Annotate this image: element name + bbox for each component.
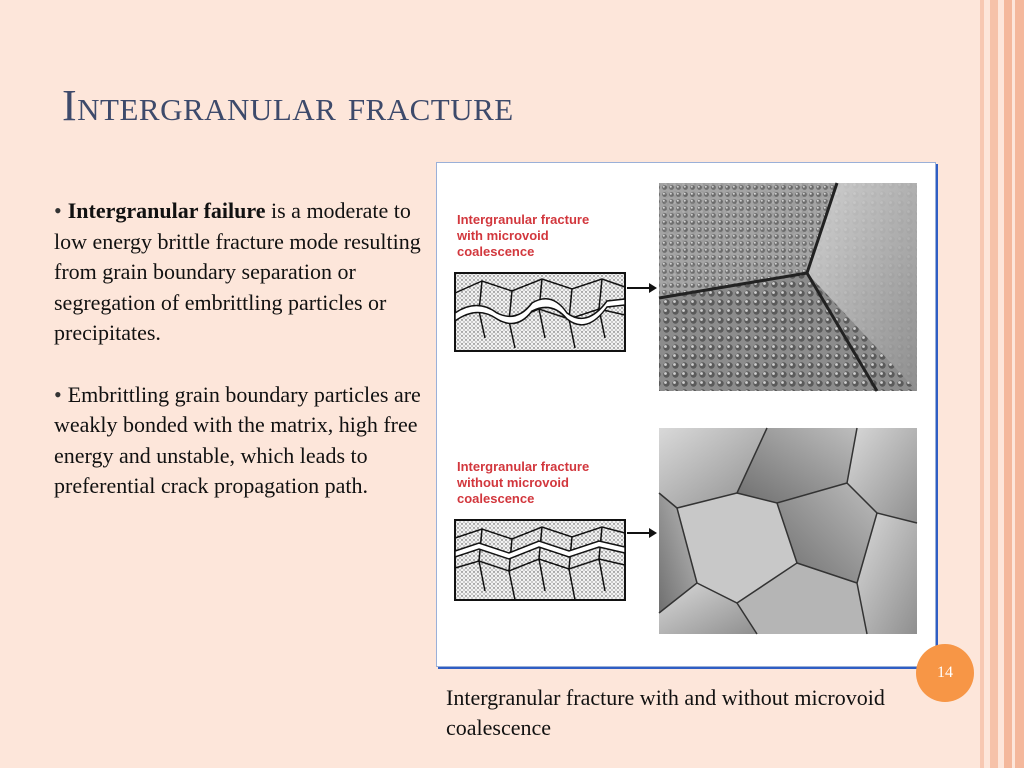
- arrow-icon: [627, 528, 657, 538]
- decorative-edge-stripe: [990, 0, 998, 768]
- bullet-1-bold-term: Intergranular failure: [67, 198, 266, 223]
- bullet-1-text: is a moderate to low energy brittle fracture mode resulting from grain boundary separation or segregation of embrittling particles or precipitates.: [54, 198, 421, 345]
- fracture-figure: [436, 162, 936, 667]
- micrograph-with-microvoids: [659, 183, 917, 391]
- micrograph-without-microvoids: [659, 428, 917, 634]
- arrow-icon: [627, 283, 657, 293]
- bullet-paragraph-1: [54, 196, 424, 349]
- schematic-with-microvoids: [455, 273, 625, 351]
- bullet-marker: •: [54, 198, 62, 223]
- slide-title: Intergranular fracture: [62, 81, 514, 130]
- schematic-without-microvoids: [455, 520, 625, 600]
- slide-body: [54, 196, 424, 502]
- bullet-marker: •: [54, 381, 62, 407]
- figure-label-with-microvoid: Intergranular fracture with microvoid coalescence: [457, 212, 590, 259]
- figure-label-without-microvoid: Intergranular fracture without microvoid coalescence: [457, 459, 590, 506]
- decorative-edge-stripe: [980, 0, 984, 768]
- slide-number-badge: 14: [916, 644, 974, 702]
- bullet-paragraph-2: [54, 380, 424, 502]
- decorative-edge-stripe: [1012, 0, 1015, 768]
- figure-caption: Intergranular fracture with and without microvoid coalescence: [446, 685, 885, 740]
- bullet-2-text: Embrittling grain boundary particles are weakly bonded with the matrix, high free energy and unstable, which leads to preferential crack propagation path.: [54, 381, 421, 498]
